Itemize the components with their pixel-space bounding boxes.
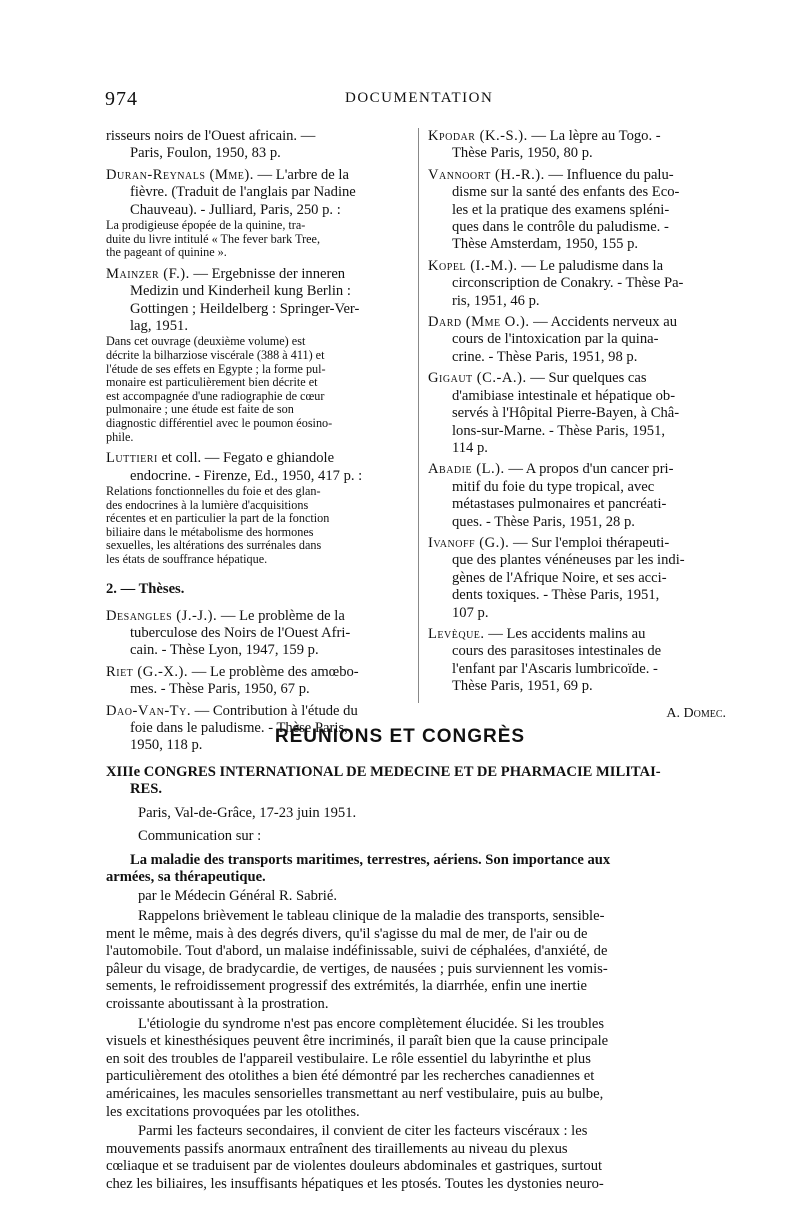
entry-author: Dard (Mme O.). <box>428 314 530 331</box>
entry-line: Riet (G.-X.). — Le problème des amœbo- <box>106 663 359 680</box>
entry-line: ques dans le contrôle du paludisme. - <box>452 219 669 236</box>
entry-line: disme sur la santé des enfants des Eco- <box>452 184 680 201</box>
congress-title-line: RES. <box>130 781 163 798</box>
entry-line: lag, 1951. <box>130 318 188 335</box>
entry-note <box>106 485 412 567</box>
entry-line: 1950, 118 p. <box>130 737 203 754</box>
note-line: monaire est particulièrement bien décrite et <box>106 375 318 390</box>
note-line: sexuelles, les altérations des surrénales dans <box>106 538 322 553</box>
thesis-entry <box>428 258 734 310</box>
entry-line: Gottingen ; Heildelberg : Springer-Ver- <box>130 300 360 317</box>
page-number: 974 <box>105 88 138 110</box>
entry-line: ris, 1951, 46 p. <box>452 292 540 309</box>
entry-line: circonscription de Conakry. - Thèse Pa- <box>452 275 684 292</box>
congress-topic <box>106 852 728 887</box>
entry-line: Ivanoff (G.). — Sur l'emploi thérapeuti- <box>428 534 670 551</box>
paragraph-line: mouvements passifs anormaux entraînent des tiraillements au niveau du plexus <box>106 1140 568 1157</box>
bibliography-entry <box>106 450 412 566</box>
entry-author: Gigaut (C.-A.). <box>428 370 527 387</box>
paragraph <box>106 1016 728 1122</box>
entry-line: Abadie (L.). — A propos d'un cancer pri- <box>428 461 674 478</box>
entry-line: Vannoort (H.-R.). — Influence du palu- <box>428 166 674 183</box>
entry-line: mitif du foie du type tropical, avec <box>452 478 655 495</box>
paragraph-line: ment le même, mais à des degrés divers, qu'il s'agisse du mal de mer, de l'air ou de <box>106 925 588 942</box>
congress-place: Paris, Val-de-Grâce, 17-23 juin 1951. <box>138 804 357 821</box>
entry-line: métastases pulmonaires et pancréati- <box>452 496 667 513</box>
entry-line: Levèque. — Les accidents malins au <box>428 625 646 642</box>
note-line: les états de souffrance hépatique. <box>106 551 268 566</box>
entry-line: ques. - Thèse Paris, 1951, 28 p. <box>452 513 635 530</box>
entry-line: Gigaut (C.-A.). — Sur quelques cas <box>428 370 647 387</box>
page-header <box>105 88 705 112</box>
entry-line: les et la pratique des examens spléni- <box>452 201 670 218</box>
column-divider <box>418 128 419 703</box>
entry-author: Desangles (J.-J.). <box>106 607 218 624</box>
entry-line: crine. - Thèse Paris, 1951, 98 p. <box>452 348 638 365</box>
entry-line: cours des parasitoses intestinales de <box>452 643 662 660</box>
note-line: diagnostic différentiel avec le poumon éosino- <box>106 416 333 430</box>
paragraph-line: visuels et kinesthésiques peuvent être incriminés, il paraît bien que la cause principale <box>106 1033 609 1050</box>
entry-note <box>106 335 412 444</box>
signature: A. Domec. <box>666 705 726 721</box>
entry-line: endocrine. - Firenze, Ed., 1950, 417 p. : <box>130 467 363 484</box>
paragraph-line: les excitations provoquées par les otolithes. <box>106 1103 360 1120</box>
thesis-entry <box>428 314 734 366</box>
entry-line: cours de l'intoxication par la quina- <box>452 331 659 348</box>
note-line: pulmonaire ; une étude est faite de son <box>106 402 294 417</box>
paragraph-line: en soit des troubles de l'appareil vestibulaire. Le rôle essentiel du labyrinthe et plus <box>106 1050 591 1067</box>
entry-author: Vannoort (H.-R.). <box>428 166 545 183</box>
entry-line: Luttieri et coll. — Fegato e ghiandole <box>106 450 335 467</box>
paragraph-line: chez les biliaires, les insuffisants hépatiques et les ptosés. Toutes les dystonies neuro- <box>106 1175 604 1192</box>
congress-title-line: XIIIe CONGRES INTERNATIONAL DE MEDECINE ET DE PHARMACIE MILITAI- <box>106 764 661 780</box>
entry-line: Kpodar (K.-S.). — La lèpre au Togo. - <box>428 128 661 144</box>
paragraph <box>106 908 728 1014</box>
running-head: DOCUMENTATION <box>345 90 494 106</box>
entry-line: tuberculose des Noirs de l'Ouest Afri- <box>130 624 351 641</box>
entry-line: que des plantes vénéneuses par les indi- <box>452 552 685 569</box>
paragraph-line: l'automobile. Tout d'abord, un malaise indéfinissable, suivi de céphalées, d'anxiété, de <box>106 943 608 960</box>
congress-title <box>106 764 728 799</box>
note-line: biliaire dans le métabolisme des hormones <box>106 524 314 539</box>
entry-line: l'enfant par l'Ascaris lumbricoïde. - <box>452 660 658 677</box>
left-column <box>106 128 412 759</box>
entry-line: 114 p. <box>452 439 488 456</box>
entry-line: 107 p. <box>452 604 489 621</box>
note-line: l'étude de ses effets en Egypte ; la forme pul- <box>106 361 326 376</box>
thesis-entry <box>428 626 734 696</box>
entry-line: Thèse Paris, 1951, 69 p. <box>452 678 593 695</box>
section-heading: 2. — Thèses. <box>106 580 185 597</box>
note-line: La prodigieuse épopée de la quinine, tra- <box>106 218 306 233</box>
note-line: Dans cet ouvrage (deuxième volume) est <box>106 334 306 349</box>
thesis-entry <box>428 370 734 457</box>
paragraph-line: cœliaque et se traduisent par de violentes douleurs abdominales et gastriques, surtout <box>106 1158 603 1175</box>
entry-author: Luttieri <box>106 450 158 467</box>
entry-line: Paris, Foulon, 1950, 83 p. <box>130 145 281 162</box>
paragraph-line: particulièrement des otolithes a bien été démontré par les recherches canadiennes et <box>106 1068 595 1085</box>
entry-author: Levèque. <box>428 625 485 642</box>
entry-author: Dao-Van-Ty. <box>106 702 191 719</box>
congress-communication: Communication sur : <box>138 828 262 845</box>
entry-line: Kopel (I.-M.). — Le paludisme dans la <box>428 257 664 274</box>
entry-line: Desangles (J.-J.). — Le problème de la <box>106 607 345 624</box>
congress-block <box>106 764 728 906</box>
note-line: phile. <box>106 429 134 444</box>
bibliography-entry <box>106 128 412 163</box>
bibliography-entry <box>106 266 412 444</box>
entry-line: risseurs noirs de l'Ouest africain. — <box>106 128 316 144</box>
note-line: des endocrines à la lumière d'acquisitions <box>106 497 309 512</box>
entry-line: d'amibiase intestinale et hépatique ob- <box>452 387 676 404</box>
note-line: est accompagnée d'une radiographie de cœur <box>106 388 325 403</box>
congress-topic-line: armées, sa thérapeutique. <box>106 869 266 886</box>
entry-author: Riet (G.-X.). <box>106 663 189 680</box>
entry-line: dents toxiques. - Thèse Paris, 1951, <box>452 587 660 604</box>
entry-line: lons-sur-Marne. - Thèse Paris, 1951, <box>452 422 666 439</box>
entry-line: Thèse Amsterdam, 1950, 155 p. <box>452 236 639 253</box>
entry-line: foie dans le paludisme. - Thèse Paris, <box>130 720 348 736</box>
entry-line: servés à l'Hôpital Pierre-Bayen, à Châ- <box>452 405 680 422</box>
entry-line: Mainzer (F.). — Ergebnisse der inneren <box>106 265 346 282</box>
congress-byline: par le Médecin Général R. Sabrié. <box>138 888 337 905</box>
note-line: the pageant of quinine ». <box>106 245 227 260</box>
paragraph-line: Rappelons brièvement le tableau clinique de la maladie des transports, sensible- <box>138 908 605 924</box>
congress-topic-line: La maladie des transports maritimes, terrestres, aériens. Son importance aux <box>130 851 611 868</box>
bibliography-entry <box>106 167 412 260</box>
paragraph <box>106 1123 728 1193</box>
thesis-entry <box>106 664 412 699</box>
thesis-entry <box>428 128 734 163</box>
note-line: récentes et en particulier la part de la fonction <box>106 511 330 526</box>
paragraph-line: américaines, les macules sensorielles transmettant au nerf vestibulaire, puis au bulbe, <box>106 1085 604 1102</box>
paragraph-line: sements, le refroidissement progressif des extrémités, la diarrhée, enfin une inertie <box>106 978 588 995</box>
thesis-entry <box>428 167 734 254</box>
right-column <box>428 128 734 722</box>
entry-line: fièvre. (Traduit de l'anglais par Nadine <box>130 184 356 201</box>
entry-line: Duran-Reynals (Mme). — L'arbre de la <box>106 166 349 183</box>
entry-author: Kpodar (K.-S.). <box>428 128 528 144</box>
thesis-entry <box>106 608 412 660</box>
section-title: RÉUNIONS ET CONGRÈS <box>274 726 526 747</box>
entry-line: cain. - Thèse Lyon, 1947, 159 p. <box>130 642 319 659</box>
entry-author: Ivanoff (G.). <box>428 534 510 551</box>
entry-author: Duran-Reynals (Mme). <box>106 166 254 183</box>
entry-author: Kopel (I.-M.). <box>428 257 518 274</box>
entry-author: Abadie (L.). <box>428 461 505 478</box>
entry-author: Mainzer (F.). <box>106 265 190 282</box>
note-line: Relations fonctionnelles du foie et des glan- <box>106 484 321 498</box>
entry-line: mes. - Thèse Paris, 1950, 67 p. <box>130 681 310 698</box>
paragraph-line: pâleur du visage, de bradycardie, de vertiges, de nausées ; puis surviennent les vomis- <box>106 960 608 977</box>
entry-note <box>106 219 412 260</box>
entry-line: Medizin und Kinderheil kung Berlin : <box>130 283 351 300</box>
entry-line: Dao-Van-Ty. — Contribution à l'étude du <box>106 702 358 719</box>
thesis-entry <box>428 535 734 622</box>
entry-line: Thèse Paris, 1950, 80 p. <box>452 145 593 162</box>
entry-line: Dard (Mme O.). — Accidents nerveux au <box>428 314 677 331</box>
entry-line: Chauveau). - Julliard, Paris, 250 p. : <box>130 201 341 218</box>
paragraph-line: L'étiologie du syndrome n'est pas encore complètement élucidée. Si les troubles <box>138 1015 605 1032</box>
paragraph-line: croissante aboutissant à la prostration. <box>106 995 329 1012</box>
article-body <box>106 908 728 1196</box>
entry-line: gènes de l'Afrique Noire, et ses acci- <box>452 569 667 586</box>
paragraph-line: Parmi les facteurs secondaires, il convient de citer les facteurs viscéraux : les <box>138 1123 588 1140</box>
note-line: duite du livre intitulé « The fever bark Tree, <box>106 231 321 246</box>
note-line: décrite la bilharziose viscérale (388 à 411) et <box>106 348 325 363</box>
thesis-entry <box>428 461 734 531</box>
